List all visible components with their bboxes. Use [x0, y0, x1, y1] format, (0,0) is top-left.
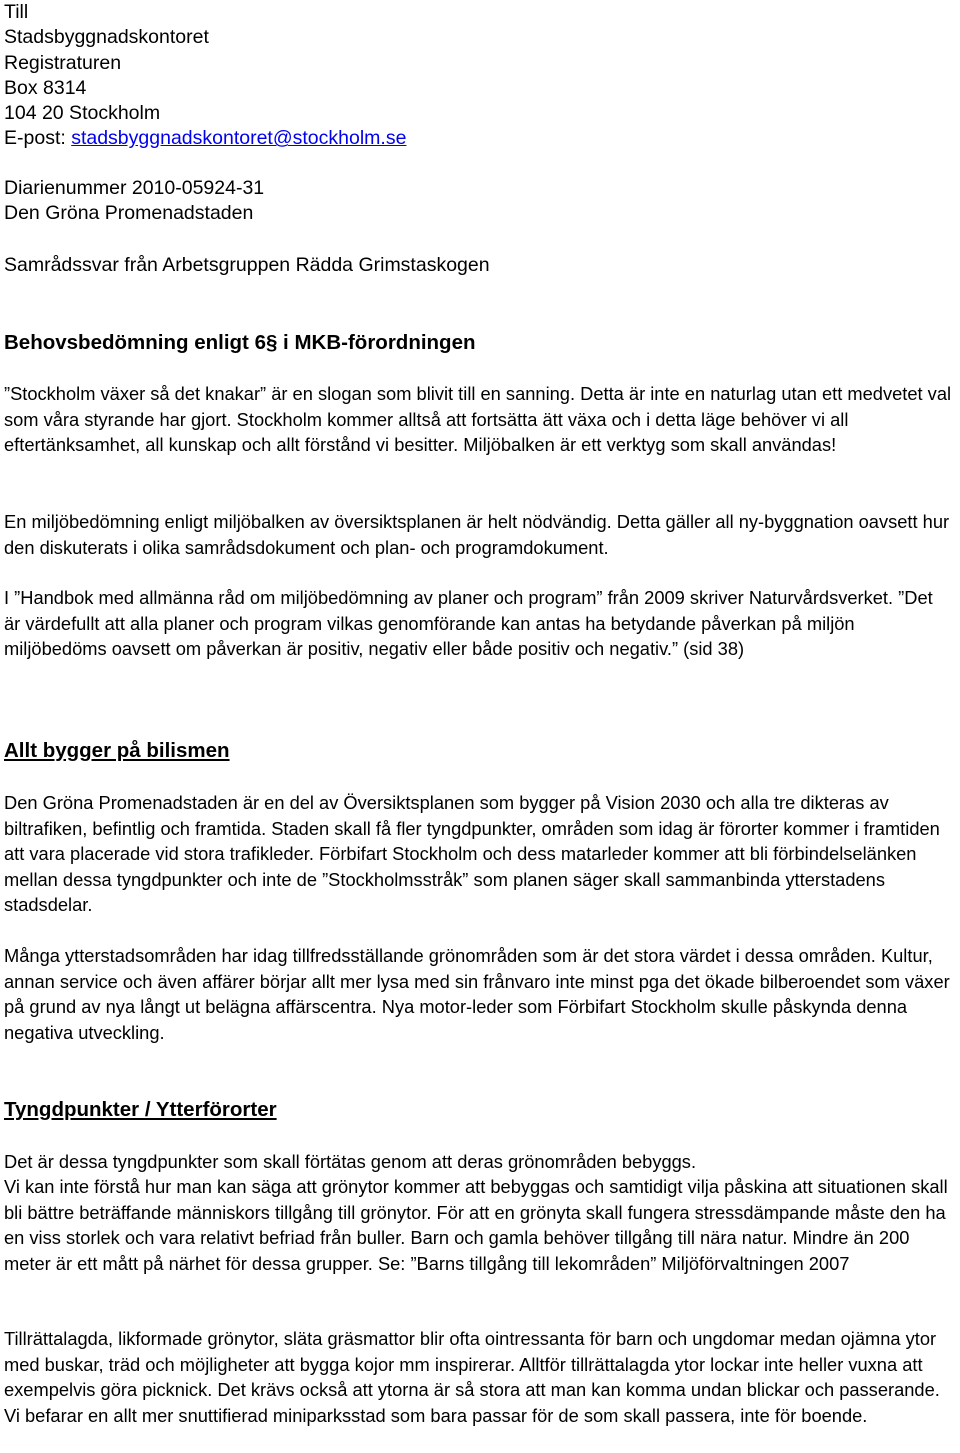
paragraph: Många ytterstadsområden har idag tillfredsställande grönområden som är det stora värdet i dessa områden. Kultur, annan service och även affärer börjar allt mer lysa med sin frånvaro inte minst pga det ökade bilberoendet som växer på grund av nya långt ut belägna affärscentra. Nya motor-leder som Förbifart Stockholm skulle påskynda denna negativa utveckling.: [4, 945, 950, 1043]
sender-line: Samrådssvar från Arbetsgruppen Rädda Grimstaskogen: [4, 254, 490, 276]
paragraph: En miljöbedömning enligt miljöbalken av översiktsplanen är helt nödvändig. Detta gäller all ny-byggnation oavsett hur den diskuterats i olika samrådsdokument och plan- och programdokument.: [4, 511, 950, 558]
email-link[interactable]: stadsbyggnadskontoret@stockholm.se: [71, 127, 407, 150]
section-heading-allt-bygger: Allt bygger på bilismen: [4, 739, 230, 762]
paragraph: Tillrättalagda, likformade grönytor, släta gräsmattor blir ofta ointressanta för barn och ungdomar medan ojämna ytor med buskar, träd och möjligheter att bygga kojor mm inspirerar. Alltför tillrättalagda ytor lockar inte heller vuxna att exempelvis göra picknick. Det krävs också att ytorna är så stora att man kan komma undan blickar och passerande. Vi befarar en allt mer snuttifierad miniparksstad som bara passar för de som skall passera, inte för boende.: [4, 1328, 940, 1426]
paragraph: ”Stockholm växer så det knakar” är en slogan som blivit till en sanning. Detta är inte en naturlag utan ett medvetet val som våra styrande har gjort. Stockholm kommer alltså att fortsätta ätt växa och i detta läge behöver vi all eftertänksamhet, all kunskap och allt förstånd vi besitter. Miljöbalken är ett verktyg som skall användas!: [4, 383, 952, 455]
recipient-line-registry: Registraturen: [4, 51, 122, 74]
recipient-line-city: 104 20 Stockholm: [4, 102, 161, 125]
diarienummer: Diarienummer 2010-05924-31: [4, 177, 265, 199]
email-label: E-post:: [4, 127, 72, 150]
paragraph: I ”Handbok med allmänna råd om miljöbedömning av planer och program” från 2009 skriver Naturvårdsverket. ”Det är värdefullt att alla planer och program vilkas genomförande kan antas ha betydande påverkan på miljön miljöbedöms oavsett om påverkan är positiv, negativ eller både positiv och negativ.” (sid 38): [4, 587, 933, 659]
recipient-line-office: Stadsbyggnadskontoret: [4, 26, 209, 49]
paragraph: Det är dessa tyngdpunkter som skall förtätas genom att deras grönområden bebyggs.: [4, 1151, 697, 1172]
project-name: Den Gröna Promenadstaden: [4, 202, 254, 225]
recipient-line-box: Box 8314: [4, 76, 87, 99]
recipient-address: [4, 0, 406, 152]
section-heading-behovsbedomning: Behovsbedömning enligt 6§ i MKB-förordningen: [4, 331, 476, 354]
recipient-email-line: [4, 126, 406, 151]
paragraph: Den Gröna Promenadstaden är en del av Översiktsplanen som bygger på Vision 2030 och alla tre dikteras av biltrafiken, befintlig och framtida. Staden skall få fler tyngdpunkter, områden som idag är förorter kommer i framtiden att vara placerade vid stora trafikleder. Förbifart Stockholm och dess matarleder kommer att bli förbindelselänken mellan dessa tyngdpunkter och inte de ”Stockholmsstråk” som planen säger skall sammanbinda ytterstadens stadsdelar.: [4, 792, 940, 915]
reference-block: [4, 176, 264, 227]
recipient-line-till: Till: [4, 1, 29, 23]
paragraph: Vi kan inte förstå hur man kan säga att grönytor kommer att bebyggas och samtidigt vilja påskina att situationen skall bli bättre beträffande människors tillgång till grönytor. För att en grönyta skall fungera stressdämpande måste den ha en viss storlek och vara relativt befriad från buller. Barn och gamla behöver tillgång till nära natur. Mindre än 200 meter är ett mått på närhet för dessa grupper. Se: ”Barns tillgång till lekområden” Miljöförvaltningen 2007: [4, 1176, 948, 1274]
section-heading-tyngdpunkter: Tyngdpunkter / Ytterförorter: [4, 1098, 277, 1121]
